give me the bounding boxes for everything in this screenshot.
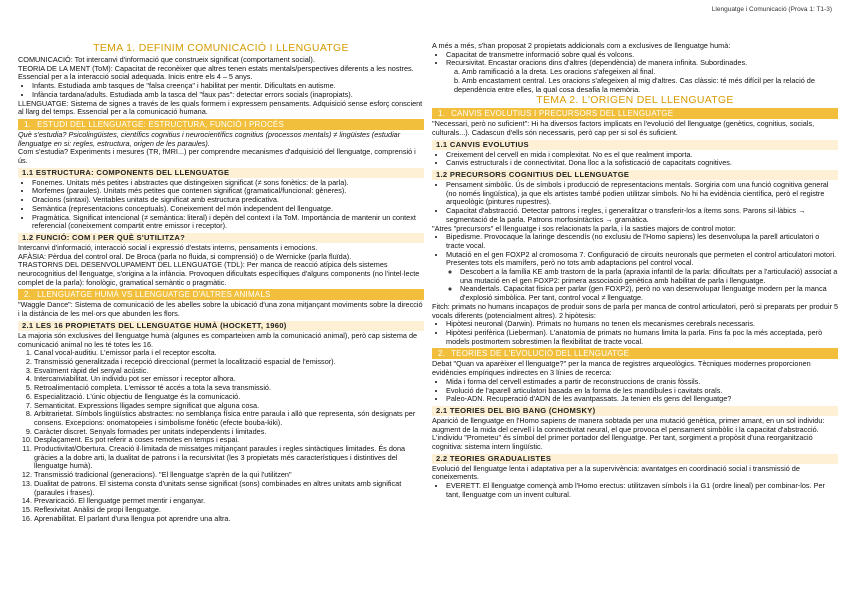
list-item: 16. Aprenabilitat. El parlant d'una llengua pot aprendre una altra. (34, 515, 424, 524)
components-list (18, 179, 424, 231)
foxp2-sublist (446, 268, 838, 303)
necessari-text: "Necessari, però no suficient": Hi ha diversos factors implicats en l'evolució del llenguatge (genètics, cognitius, socials, culturals...). Cadascun d'ells són necessaris, però cap per si sol és suficient. (432, 119, 815, 137)
big-bang-text: Aparició de llenguatge en l'Homo sapiens de manera sobtada per una mutació genètica, primer amant, en un sol individu: augment de la mida del cervell i la connectivitat neural, el que provoca el pensament simbòlic i la capacitat d'abstracció. L'individu "Prometeu" és símbol del primer portador del llenguatge. Per tant, sorgiment a propòsit d'una reorganització cognitiva: sistema intern lingüístic. (432, 415, 825, 452)
s1-que: Què s'estudia? Psicolingüistes, científics cognitius i neurocientífics cognitius (processos mentals) ≠ lingüistes (estudiar llenguatge en si: regles, estructura, origen de les paraules). (18, 129, 401, 148)
list-item: • Mida i forma del cervell estimades a partir de reconstruccions de cranis fòssils. (446, 378, 838, 387)
list-item: • Hipòtesi neuronal (Darwin). Primats no humans no tenen els mecanismes cerebrals necessaris. (446, 320, 838, 329)
tom-list (18, 82, 424, 99)
list-item: • Hipòtesi perifèrica (Lieberman). L'anatomia de primats no humans limita la parla. Fins fa poc la més acceptada, però models postmortem sobrestimen la flexibilitat de tracte vocal. (446, 329, 838, 346)
list-item: 13. Dualitat de patrons. El sistema consta d'unitats sense significat (sons) combinades en altres unitats amb significat (paraules i frases). (34, 480, 424, 497)
right-column (432, 42, 838, 500)
page-header: Llenguatge i Comunicació (Prova 1: T1-3) (711, 6, 832, 13)
research-lines-list (432, 378, 838, 404)
afasia-text: AFÀSIA: Pèrdua del control oral. De Broca (parla no fluida, si comprensió) o de Wernicke (parla fluïda). (18, 251, 352, 261)
intro-comunicacio: COMUNICACIÓ: Tot intercanvi d'informació que construeix significat (comportament social). (18, 55, 315, 64)
list-item: • Paleo-ADN. Recuperació d'ADN de les avantpassats. Ja tenien els gens del llenguatge? (446, 395, 838, 404)
list-item: 12. Transmissió tradicional (generacions). "El llenguatge s'aprèn de la qui l'utilitzen" (34, 471, 424, 480)
intro-llenguatge: LLENGUATGE: Sistema de signes a través de les quals formem i expressem pensaments. Adquisició sense esforç conscient al llarg del temps. Essencial per a la comunicació humana. (18, 98, 423, 117)
gradualist-list (432, 482, 838, 499)
motor-precursors-list (432, 233, 838, 303)
list-item: • Creixement del cervell en mida i complexitat. No es el que realment importa. (446, 151, 838, 160)
list-item: • Evolució de l'aparell articulatori basada en la forma de les mandíbules i cavitats orals. (446, 387, 838, 396)
s1-com: Com s'estudia? Experiments i mesures (TR, fMRI...) per comprendre mecanismes d'adquisició del llenguatge, comprensió i ús. (18, 147, 416, 166)
section-heading-2: 2. LLENGUATGE HUMÀ VS LLENGUATGE D'ALTRES ANIMALS (18, 289, 424, 300)
list-item: • EVERETT. El llenguatge començà amb l'Homo erectus: utilitzaven símbols i la G1 (ordre lineal) per combinar-los. Per tant, llenguatge com un invent cultural. (446, 482, 838, 499)
hypotheses-list (432, 320, 838, 346)
list-item: • Capacitat de transmetre informació sobre qual és volcons. (446, 51, 838, 60)
list-item: 15. Reflexivitat. Anàlisi de propi llenguatge. (34, 506, 424, 515)
subsection-1-2: 1.2 PRECURSORS COGNITIUS DEL LLENGUATGE (432, 170, 838, 180)
list-item: 7. Semanticitat. Expressions lligades sempre significat que alguna cosa. (34, 402, 424, 411)
list-item: 3. Esvaïment ràpid del senyal acústic. (34, 367, 424, 376)
subsection-2-2: 2.2 TEORIES GRADUALISTES (432, 454, 838, 464)
list-item: • Canvis estructurals i de connectivitat. Dona lloc a la sofisticació de capacitats cognitives. (446, 159, 838, 168)
list-item: • Infància tardana/adults. Estudiada amb la tasca del "faux pas": detectar errors socials (inapropiats). (32, 91, 424, 100)
list-item: 5. Retroalimentació completa. L'emissor té accés a tota la seva transmissió. (34, 384, 424, 393)
list-item: • Mutació en el gen FOXP2 al cromosoma 7. Configuració de circuits neuronals que permeten el control articulatori motori. Presentes tots els mamífers, però no tots amb adaptacions pel control vocal. ◦ Descobert a la família KE amb trastorn de la parla (apraxia infantil de la parla: dificultats per a l'articulació) associat a una mutació en el gen FOXP2: primera associació genètica amb habilitat de parla i llenguatge. ◦ Neandertals. Capacitat física per parlar (gen FOXP2), però no van desenvolupar llenguatge modern per la manca d'explosió simbòlica. Per tant, control vocal ≠ llenguatge. (446, 251, 838, 303)
subsection-1-2: 1.2 FUNCIÓ: COM I PER QUÈ S'UTILITZA? (18, 233, 424, 243)
section-heading-1: 1. ESTUDI DEL LLENGUATGE: ESTRUCTURA, FUNCIÓ I PROCÉS (18, 119, 424, 130)
list-item: 6. Especialització. L'únic objectiu de llenguatge és la comunicació. (34, 393, 424, 402)
funcio-text: Intercanvi d'informació, interacció social i expressió d'estats interns, pensaments i emocions. (18, 242, 318, 252)
tema1-title: TEMA 1. DEFINIM COMUNICACIÓ I LLENGUATGE (93, 42, 349, 54)
list-item: 4. Intercanviabilitat. Un individu pot ser emissor i receptor alhora. (34, 375, 424, 384)
properties-list (18, 349, 424, 523)
list-item: • Fonemes. Unitats més petites i abstractes que distingeixen significat (≠ sons fonètics: de la parla). (32, 179, 424, 188)
intro-tom: TEORIA DE LA MENT (ToM): Capacitat de reconèixer que altres tenen estats mentals/perspectives diferents a les nostres. Essencial per a la interacció social adequada. Inicis entre els 4 – 5 anys. (18, 63, 414, 82)
list-item: 8. Arbitrarietat. Símbols lingüístics abstractes: no semblança física entre paraula i allò que representa, són designats per consens. Excepcions: onomatopeies i simbolisme fonètic (efecte bouba-kiki). (34, 410, 424, 427)
gradualist-text: Evolució del llenguatge lenta i adaptativa per a la supervivència: avantatges en coordinació social i transmissió de coneixements. (432, 463, 800, 482)
list-item: • Recursivitat. Encastar oracions dins d'altres (dependència) de manera infinita. Subordinades. (446, 59, 838, 68)
tema2-title: TEMA 2. L'ORIGEN DEL LLENGUATGE (536, 94, 734, 107)
list-item: • Bipedisme. Provocaque la laringe descendís (no exclusiu de l'Homo sapiens) les desenvolupa la parell articulatori o tracte vocal. (446, 233, 838, 250)
section-heading-1: 1. CANVIS EVOLUTIUS I PRECURSORS DEL LLENGUATGE (432, 108, 838, 119)
list-item: • Capacitat d'abstracció. Detectar patrons i regles, i generalitzar o transferir-los a ítems sons. Parons sil·làbics → segmentació de la parla. Patrons morfosintàctics → gramàtica. (446, 207, 838, 224)
list-item: 14. Prevaricació. El llenguatge permet mentir i enganyar. (34, 497, 424, 506)
evolutive-changes-list (432, 151, 838, 168)
altres-precursors: "Atres "precursors" el llenguatge i sos relacionats la parla, i la sasties majors de control motor: (432, 223, 736, 233)
recursion-types (432, 68, 838, 94)
list-item: a. Amb ramificació a la dreta. Les oracions s'afegeixen al final. (454, 67, 656, 77)
section-heading-2: 2. TEORIES DE L'EVOLUCIÓ DEL LLENGUATGE (432, 348, 838, 359)
subsection-2-1: 2.1 TEORIES DEL BIG BANG (CHOMSKY) (432, 406, 838, 416)
list-item: 1. Canal vocal-auditiu. L'emissor parla i el receptor escolta. (34, 349, 424, 358)
list-item: 10. Desplaçament. Es pot referir a coses remotes en temps i espai. (34, 436, 424, 445)
list-item: • Semàntica (representacions conceptuals). Coneixement del món independent del llenguatge. (32, 205, 424, 214)
debat-text: Debat "Quan va aparèixer el llenguatge?" per la manca de registres arqueològics. Tècniques modernes proporcionen evidències empíriques indirectes en 3 línies de recerca: (432, 359, 811, 378)
list-item: b. Amb encastament central. Les oracions s'afegeixen al mig d'altres. Cas clàssic: té més difícil per la relació de dependència entre elles, la qual cosa desafia la memòria. (454, 75, 815, 94)
subsection-1-1: 1.1 CANVIS EVOLUTIUS (432, 140, 838, 150)
list-item: ◦ Descobert a la família KE amb trastorn de la parla (apraxia infantil de la parla: dificultats per a l'articulació) associat a una mutació en el gen FOXP2: primera associació genètica amb habilitat de parla i llenguatge. (460, 268, 838, 285)
list-item: ◦ Neandertals. Capacitat física per parlar (gen FOXP2), però no van desenvolupar llenguatge modern per la manca d'explosió simbòlica. Per tant, control vocal ≠ llenguatge. (460, 285, 838, 302)
precursors-list (432, 181, 838, 225)
props-intro: La majoria són exclusives del llenguatge humà (algunes es comparteixen amb la comunicació animal), però cap sistema de comunicació animal no les té totes les 16. (18, 330, 418, 349)
list-item: 2. Transmissió generalitzada i recepció direccional (permet la localització espacial de l'emissor). (34, 358, 424, 367)
list-item: • Pragmàtica. Significat intencional (≠ semàntica: literal) i depèn del context i la ToM. Importància de mantenir un context referencial (coneixement compartit entre emissor i receptor). (32, 214, 424, 231)
list-item: • Morfemes (paraules). Unitats més petites que contenen significat (gramatical/funcional: gèneres). (32, 187, 424, 196)
subsection-1-1: 1.1 ESTRUCTURA: COMPONENTS DEL LLENGUATGE (18, 168, 424, 178)
list-item: • Pensament simbòlic. Ús de símbols i producció de representacions mentals. Sorgiria com una funció cognitiva general (no només lingüística), ja que els artistes també podien utilitzar símbols. No hi ha evidència científica, però el registre arqueològic (pintures rupestres). (446, 181, 838, 207)
list-item: 9. Caràcter discret. Senyals formades per unitats independents i limitades. (34, 428, 424, 437)
fitch-text: Fitch: primats no humans incapaços de produir sons de parla per manca de control articulatori, però si preparats per produir 5 vocals diferents (potencialment altres). 2 hipòtesis: (432, 301, 838, 320)
list-item: 11. Productivitat/Obertura. Creació il·limitada de missatges mitjançant paraules i regles sintàctiques limitades. És dona gràcies a la dobre arti, la dualitat de patrons i la recursivitat (les 3 propietats més característiques i distintives del llenguatge humà). (34, 445, 424, 471)
left-column (18, 42, 424, 523)
extra-props-intro: A més a més, s'han proposat 2 propietats addicionals com a exclusives de llenguatge humà: (432, 41, 731, 50)
list-item: • Oracions (sintaxi). Veritables unitats de significat amb estructura predicativa. (32, 196, 424, 205)
list-item: • Infants. Estudiada amb tasques de "falsa creença" i habilitat per mentir. Dificultats en autisme. (32, 82, 424, 91)
extra-props-list (432, 51, 838, 68)
tdl-text: TRASTORNS DEL DESENVOLUPAMENT DEL LLENGUATGE (TDL): Per manca de reacció atípica dels sistemes neurocognitius del llenguatge, s'origina a la infància. Provoquen dificultats específiques d'alguns components (no l'intel·lecte complet de la parla): fonològic, gramatical semàntic o pragmàtic. (18, 260, 420, 287)
waggle-dance: "Waggle Dance": Sistema de comunicació de les abelles sobre la ubicació d'una zona mitjançant moviments sobre la direcció i la distància de les mel·ors que abunden les flors. (18, 300, 423, 319)
subsection-2-1: 2.1 LES 16 PROPIETATS DEL LLENGUATGE HUMÀ (HOCKETT, 1960) (18, 321, 424, 331)
